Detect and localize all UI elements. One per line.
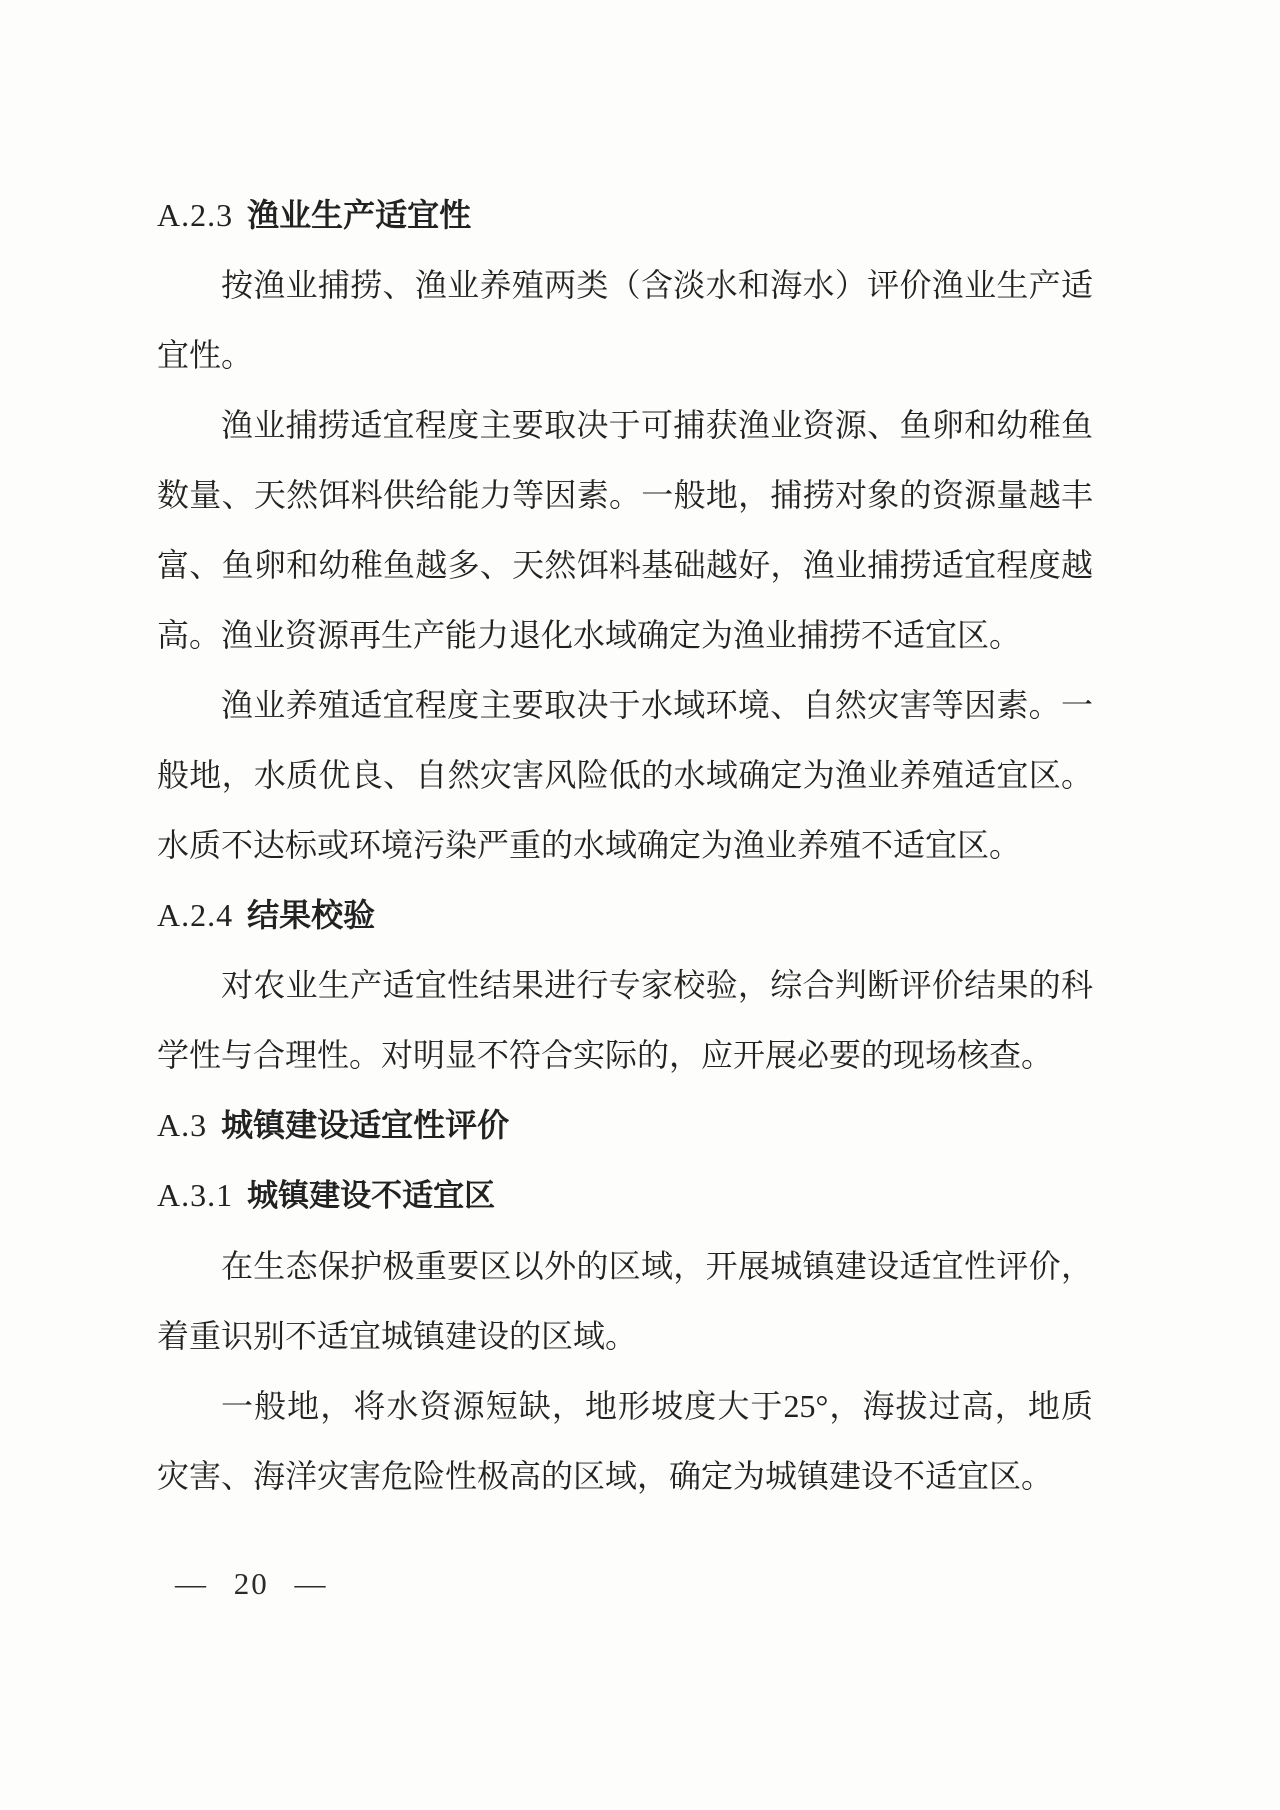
heading-title: 结果校验 xyxy=(247,897,376,933)
heading-number: A.3.1 xyxy=(157,1177,234,1213)
paragraph-fishing-capture-suitability: 渔业捕捞适宜程度主要取决于可捕获渔业资源、鱼卵和幼稚鱼数量、天然饵料供给能力等因素。一般地，捕捞对象的资源量越丰富、鱼卵和幼稚鱼越多、天然饵料基础越好，渔业捕捞适宜程度越高。渔业资源再生产能力退化水域确定为渔业捕捞不适宜区。 xyxy=(157,407,1093,653)
paragraph-fishery-evaluation-scope: 按渔业捕捞、渔业养殖两类（含淡水和海水）评价渔业生产适宜性。 xyxy=(157,267,1093,373)
heading-a31-urban-construction-unsuitable-area xyxy=(157,1160,1093,1231)
paragraph-expert-verification: 对农业生产适宜性结果进行专家校验，综合判断评价结果的科学性与合理性。对明显不符合实际的，应开展必要的现场核查。 xyxy=(157,967,1093,1073)
paragraph-urban-evaluation-scope: 在生态保护极重要区以外的区域，开展城镇建设适宜性评价，着重识别不适宜城镇建设的区域。 xyxy=(157,1248,1093,1354)
page-number: — 20 — xyxy=(175,1566,328,1601)
heading-a23-fishery-production-suitability xyxy=(157,180,1093,250)
paragraph-urban-unsuitable-criteria: 一般地，将水资源短缺，地形坡度大于25°，海拔过高，地质灾害、海洋灾害危险性极高的区域，确定为城镇建设不适宜区。 xyxy=(157,1388,1093,1494)
heading-title: 渔业生产适宜性 xyxy=(247,197,472,233)
heading-a24-result-verification xyxy=(157,880,1093,950)
document-content xyxy=(157,180,1093,1511)
heading-a3-urban-construction-suitability-evaluation xyxy=(157,1090,1093,1160)
heading-number: A.3 xyxy=(157,1107,208,1143)
heading-title: 城镇建设适宜性评价 xyxy=(221,1107,510,1143)
heading-title: 城镇建设不适宜区 xyxy=(247,1178,496,1213)
heading-number: A.2.3 xyxy=(157,197,234,233)
heading-number: A.2.4 xyxy=(157,897,234,933)
paragraph-aquaculture-suitability: 渔业养殖适宜程度主要取决于水域环境、自然灾害等因素。一般地，水质优良、自然灾害风险低的水域确定为渔业养殖适宜区。水质不达标或环境污染严重的水域确定为渔业养殖不适宜区。 xyxy=(157,687,1093,863)
